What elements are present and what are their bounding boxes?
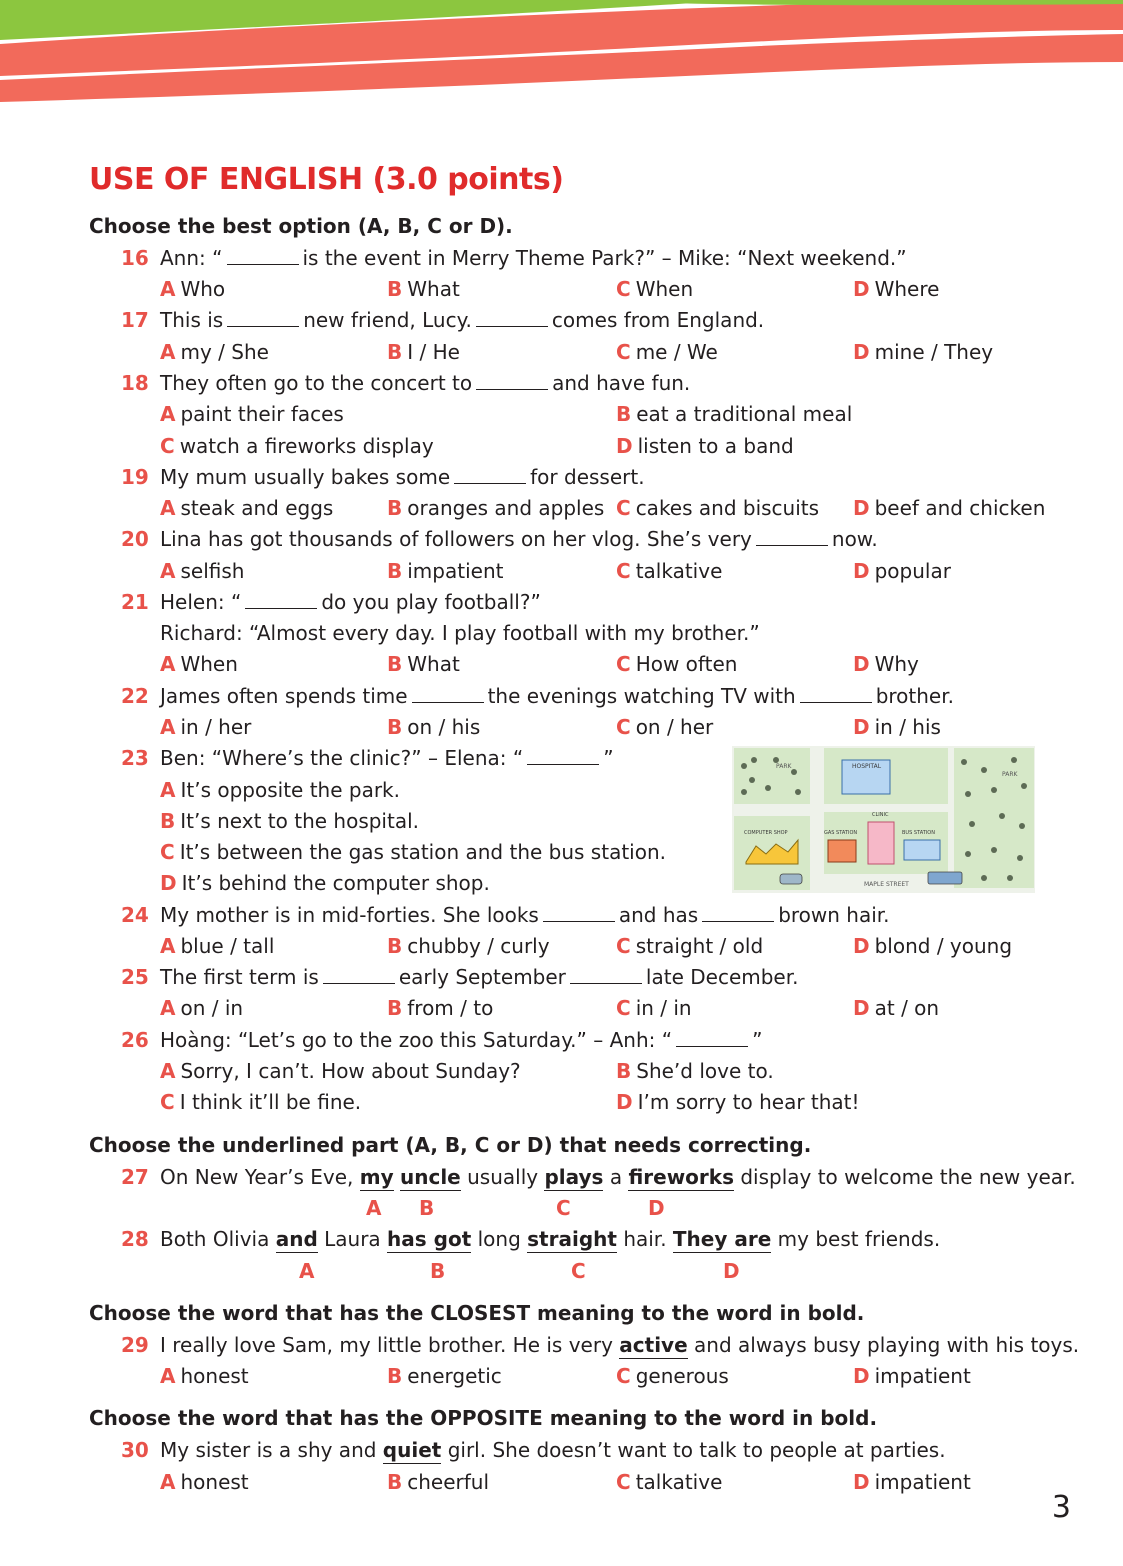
underlined-part-b[interactable]: uncle bbox=[399, 1165, 461, 1189]
bold-word: active bbox=[619, 1333, 688, 1357]
question-number: 23 bbox=[121, 746, 149, 770]
underline-letter-d: D bbox=[723, 1259, 740, 1283]
option-b[interactable]: B What bbox=[387, 652, 460, 676]
question-21-line2: Richard: “Almost every day. I play football with my brother.” bbox=[160, 621, 760, 645]
option-a[interactable]: A my / She bbox=[160, 340, 269, 364]
answer-blank[interactable] bbox=[454, 467, 526, 484]
question-22-text: James often spends time the evenings watching TV with brother. bbox=[160, 684, 954, 708]
option-c[interactable]: C I think it’ll be fine. bbox=[160, 1090, 362, 1114]
map-label-park: PARK bbox=[1002, 771, 1018, 778]
option-a[interactable]: A honest bbox=[160, 1470, 249, 1494]
option-c[interactable]: C talkative bbox=[616, 1470, 723, 1494]
option-b[interactable]: B eat a traditional meal bbox=[616, 402, 853, 426]
answer-blank[interactable] bbox=[323, 967, 395, 984]
option-b[interactable]: B What bbox=[387, 277, 460, 301]
map-label-bus-station: BUS STATION bbox=[902, 830, 935, 836]
question-28-text: Both Olivia and Laura has got long straight hair. They are my best friends. bbox=[160, 1227, 941, 1251]
option-a[interactable]: A Who bbox=[160, 277, 226, 301]
question-number: 29 bbox=[121, 1333, 149, 1357]
bus-station-building bbox=[904, 840, 940, 860]
option-d[interactable]: D I’m sorry to hear that! bbox=[616, 1090, 860, 1114]
answer-blank[interactable] bbox=[476, 373, 548, 390]
option-a[interactable]: A blue / tall bbox=[160, 934, 275, 958]
option-d[interactable]: D in / his bbox=[853, 715, 941, 739]
section-title: USE OF ENGLISH (3.0 points) bbox=[89, 162, 564, 197]
clinic-building bbox=[868, 822, 894, 864]
question-17-text: This is new friend, Lucy. comes from England. bbox=[160, 308, 765, 332]
option-b[interactable]: B I / He bbox=[387, 340, 460, 364]
option-d[interactable]: D beef and chicken bbox=[853, 496, 1046, 520]
underline-letter-a: A bbox=[299, 1259, 315, 1283]
question-26-text: Hoàng: “Let’s go to the zoo this Saturday.” – Anh: “ ” bbox=[160, 1028, 763, 1052]
option-c[interactable]: C me / We bbox=[616, 340, 718, 364]
car-icon bbox=[780, 874, 802, 884]
option-c[interactable]: C on / her bbox=[616, 715, 714, 739]
question-27-text: On New Year’s Eve, my uncle usually plays a fireworks display to welcome the new year. bbox=[160, 1165, 1076, 1189]
option-c[interactable]: C How often bbox=[616, 652, 738, 676]
answer-blank[interactable] bbox=[476, 310, 548, 327]
option-d[interactable]: D popular bbox=[853, 559, 951, 583]
option-b[interactable]: B cheerful bbox=[387, 1470, 490, 1494]
page-number: 3 bbox=[1051, 1490, 1071, 1525]
option-a[interactable]: A paint their faces bbox=[160, 402, 344, 426]
question-23-text: Ben: “Where’s the clinic?” – Elena: “ ” bbox=[160, 746, 614, 770]
option-a[interactable]: A on / in bbox=[160, 996, 244, 1020]
option-d[interactable]: D at / on bbox=[853, 996, 940, 1020]
question-20-text: Lina has got thousands of followers on her vlog. She’s very now. bbox=[160, 527, 878, 551]
underlined-part-c[interactable]: straight bbox=[527, 1227, 617, 1251]
answer-blank[interactable] bbox=[800, 686, 872, 703]
question-18-text: They often go to the concert to and have fun. bbox=[160, 371, 691, 395]
map-label-street: MAPLE STREET bbox=[864, 881, 909, 888]
answer-blank[interactable] bbox=[702, 905, 774, 922]
answer-blank[interactable] bbox=[412, 686, 484, 703]
question-number: 27 bbox=[121, 1165, 149, 1189]
instruction-opposite: Choose the word that has the OPPOSITE meaning to the word in bold. bbox=[89, 1406, 878, 1430]
map-label-clinic: CLINIC bbox=[872, 812, 889, 818]
answer-blank[interactable] bbox=[676, 1030, 748, 1047]
question-24-text: My mother is in mid-forties. She looks and has brown hair. bbox=[160, 903, 890, 927]
underlined-part-a[interactable]: my bbox=[359, 1165, 394, 1189]
bus-icon bbox=[928, 872, 962, 884]
option-c[interactable]: C cakes and biscuits bbox=[616, 496, 820, 520]
answer-blank[interactable] bbox=[527, 748, 599, 765]
option-b[interactable]: B She’d love to. bbox=[616, 1059, 774, 1083]
question-number: 16 bbox=[121, 246, 149, 270]
question-30-text: My sister is a shy and quiet girl. She doesn’t want to talk to people at parties. bbox=[160, 1438, 946, 1462]
option-d[interactable]: D Why bbox=[853, 652, 919, 676]
question-16-text: Ann: “ is the event in Merry Theme Park?” – Mike: “Next weekend.” bbox=[160, 246, 907, 270]
underlined-part-b[interactable]: has got bbox=[387, 1227, 472, 1251]
option-b[interactable]: B chubby / curly bbox=[387, 934, 550, 958]
answer-blank[interactable] bbox=[756, 529, 828, 546]
park-block bbox=[954, 748, 1034, 888]
question-number: 20 bbox=[121, 527, 149, 551]
option-c[interactable]: C When bbox=[616, 277, 694, 301]
option-b[interactable]: B on / his bbox=[387, 715, 481, 739]
option-d[interactable]: D mine / They bbox=[853, 340, 994, 364]
underlined-part-d[interactable]: fireworks bbox=[628, 1165, 734, 1189]
option-d[interactable]: D impatient bbox=[853, 1364, 971, 1388]
instruction-best-option: Choose the best option (A, B, C or D). bbox=[89, 214, 513, 238]
underline-letter-c: C bbox=[571, 1259, 586, 1283]
answer-blank[interactable] bbox=[245, 592, 317, 609]
option-d[interactable]: D Where bbox=[853, 277, 940, 301]
map-label-computer-shop: COMPUTER SHOP bbox=[744, 830, 788, 836]
option-a[interactable]: A honest bbox=[160, 1364, 249, 1388]
answer-blank[interactable] bbox=[227, 310, 299, 327]
map-label-park: PARK bbox=[776, 763, 792, 770]
street-map-illustration bbox=[732, 746, 1035, 893]
option-a[interactable]: A It’s opposite the park. bbox=[160, 778, 400, 802]
underlined-part-a[interactable]: and bbox=[275, 1227, 318, 1251]
option-b[interactable]: B impatient bbox=[387, 559, 504, 583]
option-d[interactable]: D blond / young bbox=[853, 934, 1013, 958]
option-c[interactable]: C It’s between the gas station and the bus station. bbox=[160, 840, 666, 864]
underline-letter-d: D bbox=[648, 1196, 665, 1220]
option-d[interactable]: D impatient bbox=[853, 1470, 971, 1494]
option-b[interactable]: B It’s next to the hospital. bbox=[160, 809, 419, 833]
instruction-correcting: Choose the underlined part (A, B, C or D) that needs correcting. bbox=[89, 1133, 812, 1157]
option-d[interactable]: D It’s behind the computer shop. bbox=[160, 871, 490, 895]
answer-blank[interactable] bbox=[227, 248, 299, 265]
question-29-text: I really love Sam, my little brother. He is very active and always busy playing with his toys. bbox=[160, 1333, 1080, 1357]
underline-letter-b: B bbox=[430, 1259, 446, 1283]
question-25-text: The first term is early September late December. bbox=[160, 965, 799, 989]
underline-letter-c: C bbox=[556, 1196, 571, 1220]
question-number: 21 bbox=[121, 590, 149, 614]
question-19-text: My mum usually bakes some for dessert. bbox=[160, 465, 645, 489]
option-b[interactable]: B oranges and apples bbox=[387, 496, 605, 520]
answer-blank[interactable] bbox=[570, 967, 642, 984]
question-21-text: Helen: “ do you play football?” bbox=[160, 590, 541, 614]
option-a[interactable]: A steak and eggs bbox=[160, 496, 334, 520]
question-number: 19 bbox=[121, 465, 149, 489]
instruction-closest: Choose the word that has the CLOSEST meaning to the word in bold. bbox=[89, 1301, 865, 1325]
question-number: 18 bbox=[121, 371, 149, 395]
question-number: 24 bbox=[121, 903, 149, 927]
option-c[interactable]: C watch a fireworks display bbox=[160, 434, 434, 458]
option-b[interactable]: B from / to bbox=[387, 996, 494, 1020]
map-label-gas-station: GAS STATION bbox=[824, 830, 858, 836]
option-a[interactable]: A When bbox=[160, 652, 238, 676]
header-banner bbox=[0, 0, 1123, 110]
underline-letter-a: A bbox=[366, 1196, 382, 1220]
option-a[interactable]: A in / her bbox=[160, 715, 252, 739]
option-c[interactable]: C in / in bbox=[616, 996, 692, 1020]
question-number: 22 bbox=[121, 684, 149, 708]
question-number: 25 bbox=[121, 965, 149, 989]
option-a[interactable]: A selfish bbox=[160, 559, 245, 583]
question-number: 17 bbox=[121, 308, 149, 332]
bold-word: quiet bbox=[382, 1438, 442, 1462]
question-number: 26 bbox=[121, 1028, 149, 1052]
question-number: 28 bbox=[121, 1227, 149, 1251]
map-label-hospital: HOSPITAL bbox=[852, 763, 882, 770]
underlined-part-d[interactable]: They are bbox=[672, 1227, 772, 1251]
answer-blank[interactable] bbox=[543, 905, 615, 922]
option-a[interactable]: A Sorry, I can’t. How about Sunday? bbox=[160, 1059, 521, 1083]
underlined-part-c[interactable]: plays bbox=[544, 1165, 604, 1189]
underline-letter-b: B bbox=[419, 1196, 435, 1220]
option-c[interactable]: C straight / old bbox=[616, 934, 764, 958]
option-d[interactable]: D listen to a band bbox=[616, 434, 794, 458]
question-number: 30 bbox=[121, 1438, 149, 1462]
option-c[interactable]: C talkative bbox=[616, 559, 723, 583]
gas-station-building bbox=[828, 840, 856, 862]
park-block bbox=[734, 748, 810, 804]
option-c[interactable]: C generous bbox=[616, 1364, 729, 1388]
option-b[interactable]: B energetic bbox=[387, 1364, 502, 1388]
